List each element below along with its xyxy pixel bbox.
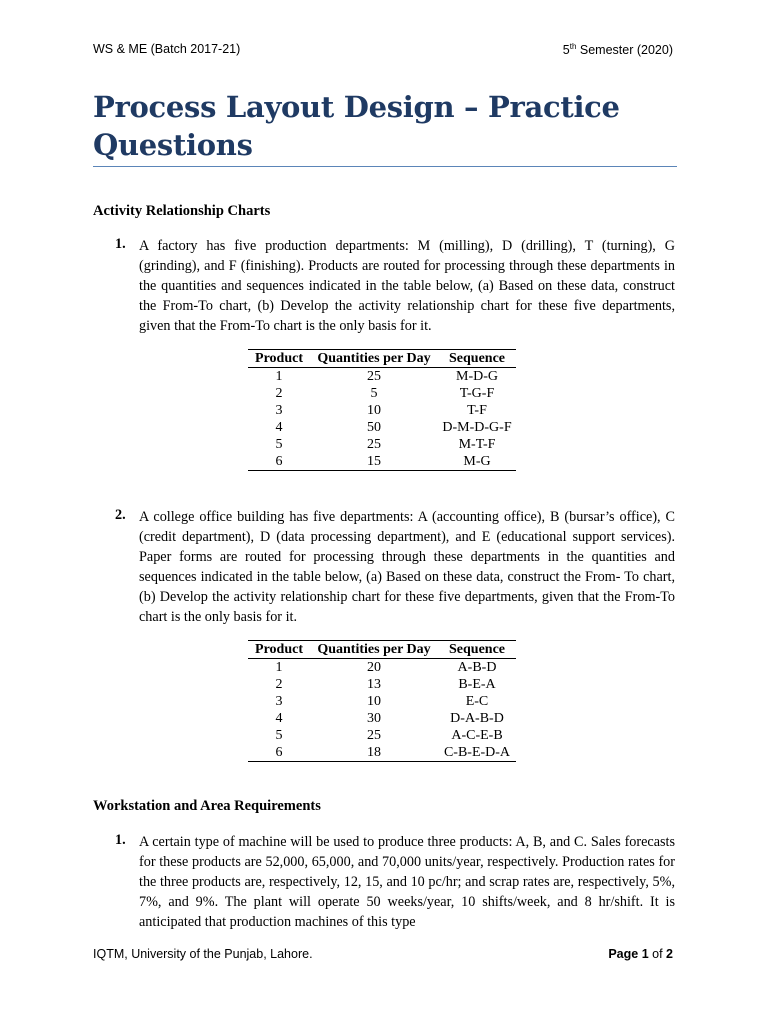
- table-row: [248, 676, 516, 693]
- table-row: [248, 744, 516, 762]
- table-row: [248, 453, 516, 471]
- cell-quantity: 25: [367, 437, 381, 452]
- question-number: 1.: [115, 236, 126, 252]
- table-row: [248, 385, 516, 402]
- cell-sequence: T-F: [467, 403, 487, 418]
- table-row: [248, 693, 516, 710]
- cell-product: 1: [275, 660, 283, 675]
- table-row: [248, 727, 516, 744]
- cell-product: 2: [275, 677, 283, 692]
- col-header-sequence: Sequence: [438, 350, 516, 368]
- cell-product: 4: [275, 420, 283, 435]
- cell-sequence: B-E-A: [458, 677, 496, 692]
- cell-quantity: 13: [367, 677, 381, 692]
- header-semester: 5th Semester (2020): [562, 42, 673, 58]
- cell-sequence: C-B-E-D-A: [438, 744, 516, 762]
- cell-sequence: M-D-G: [456, 369, 498, 384]
- table-row: [248, 402, 516, 419]
- cell-product: 6: [248, 744, 310, 762]
- col-header-sequence: Sequence: [438, 641, 516, 659]
- table-row: [248, 436, 516, 453]
- section-heading-workstation: Workstation and Area Requirements: [93, 798, 321, 814]
- cell-sequence: M-T-F: [458, 437, 496, 452]
- cell-sequence: M-G: [438, 453, 516, 471]
- cell-product: 5: [275, 437, 283, 452]
- col-header-product: Product: [248, 350, 310, 368]
- question-text: A certain type of machine will be used to produce three products: A, B, and C. Sales forecasts for these products are 52,000, 65,000, and 70,000 units/year, respectively. Production rates for the three products are, respectively, 12, 15, and 10 pc/hr; and scrap rates are, respectively, 5%, 7%, and 9%. The plant will operate 50 weeks/year, 10 shifts/week, and 8 hr/shift. It is anticipated that production machines of this type: [139, 834, 675, 930]
- cell-quantity: 50: [367, 420, 381, 435]
- cell-quantity: 30: [367, 711, 381, 726]
- cell-quantity: 10: [367, 694, 381, 709]
- cell-product: 1: [275, 369, 283, 384]
- cell-product: 5: [275, 728, 283, 743]
- cell-product: 3: [275, 694, 283, 709]
- cell-sequence: D-A-B-D: [450, 711, 504, 726]
- routing-table-1: [248, 349, 516, 471]
- table-row: [248, 710, 516, 727]
- cell-quantity: 10: [367, 403, 381, 418]
- cell-quantity: 5: [370, 386, 378, 401]
- table-header-row: [248, 641, 516, 659]
- section-heading-activity: Activity Relationship Charts: [93, 203, 271, 219]
- cell-sequence: E-C: [465, 694, 489, 709]
- cell-quantity: 25: [367, 369, 381, 384]
- col-header-quantities: Quantities per Day: [310, 641, 438, 659]
- cell-sequence: A-B-D: [457, 660, 497, 675]
- cell-quantity: 25: [367, 728, 381, 743]
- cell-product: 2: [275, 386, 283, 401]
- table-row: [248, 419, 516, 436]
- cell-product: 6: [248, 453, 310, 471]
- routing-table-2: [248, 640, 516, 762]
- question-text: A college office building has five departments: A (accounting office), B (bursar’s office), C (credit department), D (data processing department), and E (educational support services). Paper forms are routed for processing through these departments in the quantities and sequences indicated in the table below, (a) Based on these data, construct the From- To chart, (b) Develop the activity relationship chart for these five departments, given that the From-To chart is the only basis for it.: [139, 509, 675, 625]
- question-number: 2.: [115, 507, 126, 523]
- table-row: [248, 368, 516, 386]
- question-text: A factory has five production departments: M (milling), D (drilling), T (turning), G (grinding), and F (finishing). Products are routed for processing through these departments in the quantities and sequences indicated in the table below, (a) Based on these data, construct the From-To chart, (b) Develop the activity relationship chart for these five departments, given that the From-To chart is the only basis for it.: [139, 238, 675, 334]
- header-batch: WS & ME (Batch 2017-21): [93, 42, 241, 56]
- question-number: 1.: [115, 832, 126, 848]
- cell-quantity: 20: [367, 660, 381, 675]
- cell-sequence: A-C-E-B: [451, 728, 503, 743]
- footer-page-number: Page 1 of 2: [608, 947, 673, 961]
- cell-quantity: 15: [310, 453, 438, 471]
- page-title: Process Layout Design – Practice Questions: [93, 90, 620, 162]
- table-row: [248, 659, 516, 677]
- cell-sequence: D-M-D-G-​F: [442, 420, 512, 435]
- footer-institution: IQTM, University of the Punjab, Lahore.: [93, 947, 313, 961]
- cell-sequence: T-G-F: [459, 386, 495, 401]
- cell-quantity: 18: [310, 744, 438, 762]
- table-header-row: [248, 350, 516, 368]
- cell-product: 3: [275, 403, 283, 418]
- title-divider: [93, 166, 677, 167]
- col-header-product: Product: [248, 641, 310, 659]
- col-header-quantities: Quantities per Day: [310, 350, 438, 368]
- cell-product: 4: [275, 711, 283, 726]
